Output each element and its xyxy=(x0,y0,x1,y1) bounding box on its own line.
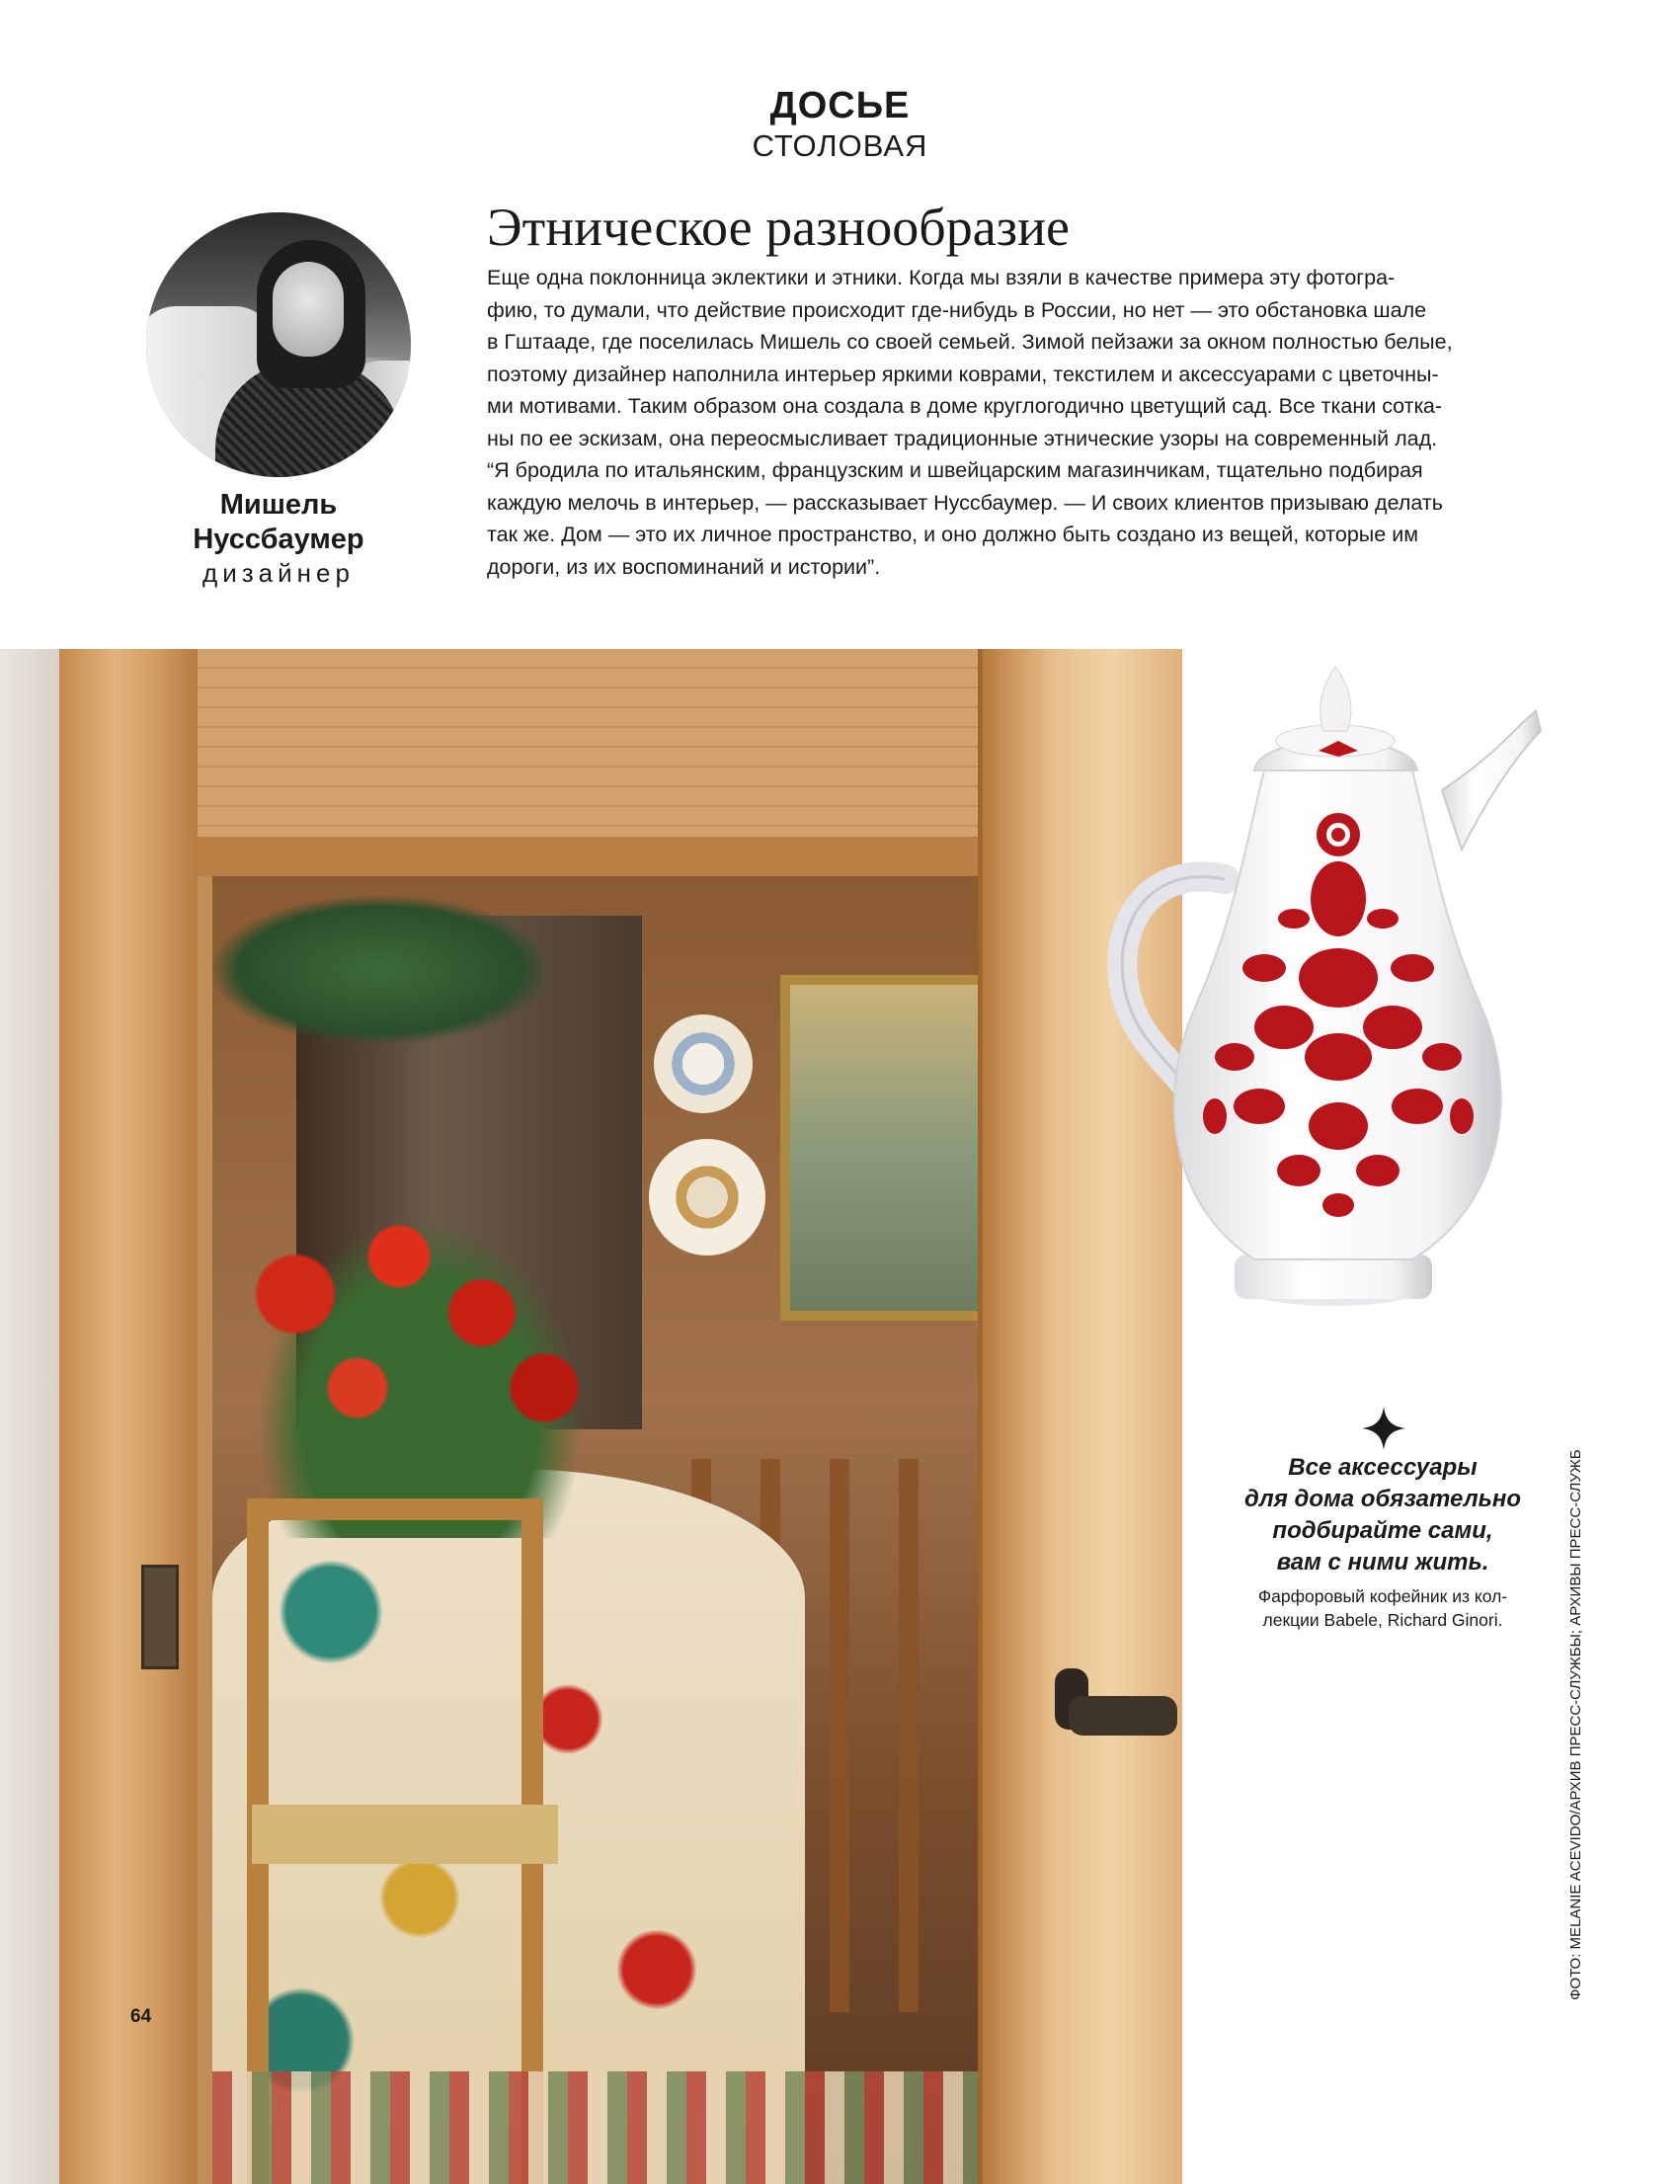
designer-name-line2: Нуссбаумер xyxy=(193,524,364,555)
photo-credit: ФОТО: MELANIE ACEVIDO/АРХИВ ПРЕСС-СЛУЖБЫ; АРХИВЫ ПРЕСС-СЛУЖБ xyxy=(1567,1449,1584,2000)
body-line: так же. Дом — это их личное пространство, и оно должно быть создано из вещей, которые им xyxy=(487,523,1418,546)
body-line: фию, то думали, что действие происходит где-нибудь в России, но нет — это обстановка шале xyxy=(487,297,1427,322)
dining-room-photo xyxy=(0,649,1182,2184)
coffee-pot-image xyxy=(1086,652,1551,1368)
body-line: ны по ее эскизам, она переосмысливает традиционные этнические узоры на современный лад. xyxy=(487,426,1438,450)
quote-line: для дома обязательно xyxy=(1243,1486,1522,1512)
pull-quote xyxy=(1185,1452,1580,1578)
designer-portrait xyxy=(146,212,411,477)
caption-line: лекции Babele, Richard Ginori. xyxy=(1262,1610,1503,1630)
designer-role: дизайнер xyxy=(202,558,355,588)
body-line: каждую мелочь в интерьер, — рассказывает Нуссбаумер. — И своих клиентов призываю делать xyxy=(487,490,1443,515)
body-line: Еще одна поклонница эклектики и этники. Когда мы взяли в качестве примера эту фотогра- xyxy=(487,266,1396,289)
body-line: в Гштааде, где поселилась Мишель со своей семьей. Зимой пейзажи за окном полностью белые, xyxy=(487,330,1453,354)
section-title: ДОСЬЕ xyxy=(769,85,911,126)
body-line: ми мотивами. Таким образом она создала в доме круглогодично цветущий сад. Все ткани соткa- xyxy=(487,394,1443,418)
section-subtitle: СТОЛОВАЯ xyxy=(752,128,928,163)
designer-name-line1: Мишель xyxy=(219,489,338,521)
article-title: Этническое разнообразие xyxy=(487,198,1070,257)
article-body xyxy=(487,262,1563,583)
body-line: дороги, из их воспоминаний и истории”. xyxy=(487,554,881,579)
star-icon xyxy=(1362,1407,1405,1450)
caption-line: Фарфоровый кофейник из кол- xyxy=(1257,1586,1508,1606)
quote-line: Все аксессуары xyxy=(1288,1454,1478,1481)
quote-line: вам с ними жить. xyxy=(1276,1549,1489,1576)
quote-line: подбирайте сами, xyxy=(1272,1517,1493,1544)
body-line: поэтому дизайнер наполнила интерьер яркими коврами, текстилем и аксессуарами с цветочны- xyxy=(487,362,1439,386)
body-line: “Я бродила по итальянским, французским и швейцарским магазинчикам, тщательно подбирая xyxy=(487,458,1423,482)
product-caption xyxy=(1185,1584,1580,1632)
page-number: 64 xyxy=(130,2006,152,2027)
